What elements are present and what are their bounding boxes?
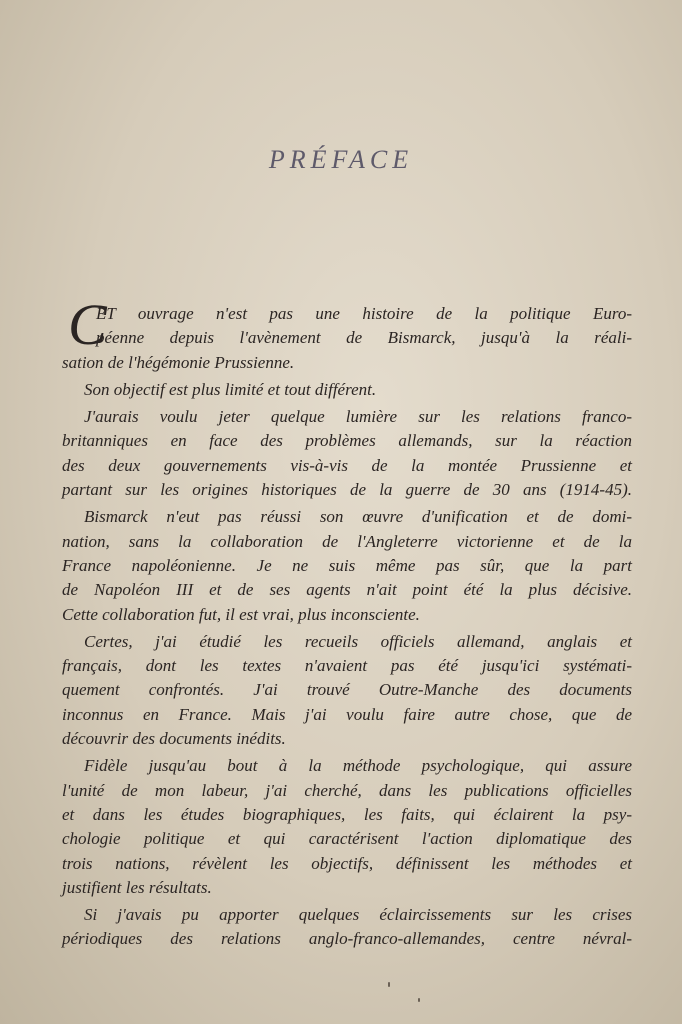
text-line: ET ouvrage n'est pas une histoire de la politique Euro- [96, 304, 632, 323]
paper-speck [388, 982, 390, 987]
text-line: périodiques des relations anglo-franco-allemandes, centre névral- [62, 929, 632, 949]
paragraph-5 [62, 630, 632, 751]
page-title: PRÉFACE [268, 145, 414, 174]
text-line: sation de l'hégémonie Prussienne. [62, 352, 295, 372]
preface-body [62, 292, 632, 952]
drop-cap: C [68, 292, 107, 357]
text-line: et dans les études biographiques, les faits, qui éclairent la psy- [62, 804, 632, 824]
text-line: nation, sans la collaboration de l'Angleterre victorienne et de la [62, 531, 632, 551]
text-line: Si j'avais pu apporter quelques éclaircissements sur les crises [84, 905, 632, 925]
text-line: justifient les résultats. [62, 877, 212, 897]
text-line: trois nations, révèlent les objectifs, définissent les méthodes et [62, 853, 632, 873]
text-line: Certes, j'ai étudié les recueils officiels allemand, anglais et [84, 631, 632, 651]
text-line: chologie politique et qui caractérisent l'action diplomatique des [62, 829, 632, 849]
text-line: Bismarck n'eut pas réussi son œuvre d'unification et de domi- [84, 507, 632, 527]
text-line: quement confrontés. J'ai trouvé Outre-Manche des documents [62, 680, 632, 700]
text-line: britanniques en face des problèmes allemands, sur la réaction [62, 431, 632, 451]
text-line: partant sur les origines historiques de la guerre de 30 ans (1914-45). [62, 480, 632, 500]
text-line: Son objectif est plus limité et tout différent. [84, 379, 377, 399]
text-line: de Napoléon III et de ses agents n'ait point été la plus décisive. [62, 580, 632, 600]
paragraph-6 [62, 754, 632, 900]
text-line: péenne depuis l'avènement de Bismarck, jusqu'à la réali- [96, 328, 632, 348]
text-line: l'unité de mon labeur, j'ai cherché, dans les publications officielles [62, 780, 632, 800]
paragraph-7 [62, 903, 632, 952]
text-line: Cette collaboration fut, il est vrai, plus inconsciente. [62, 604, 420, 624]
paper-speck [418, 998, 420, 1002]
text-line: France napoléonienne. Je ne suis même pas sûr, que la part [62, 555, 632, 575]
text-line: des deux gouvernements vis-à-vis de la montée Prussienne et [62, 455, 632, 475]
text-line: Fidèle jusqu'au bout à la méthode psychologique, qui assure [84, 756, 632, 776]
text-line: découvrir des documents inédits. [62, 729, 286, 749]
text-line: inconnus en France. Mais j'ai voulu faire autre chose, que de [62, 704, 632, 724]
paragraph-2 [62, 378, 632, 402]
paragraph-1 [62, 302, 632, 375]
paragraph-3 [62, 405, 632, 502]
text-line: J'aurais voulu jeter quelque lumière sur les relations franco- [84, 407, 632, 427]
text-line: français, dont les textes n'avaient pas été jusqu'ici systémati- [62, 656, 632, 676]
paragraph-4 [62, 505, 632, 626]
